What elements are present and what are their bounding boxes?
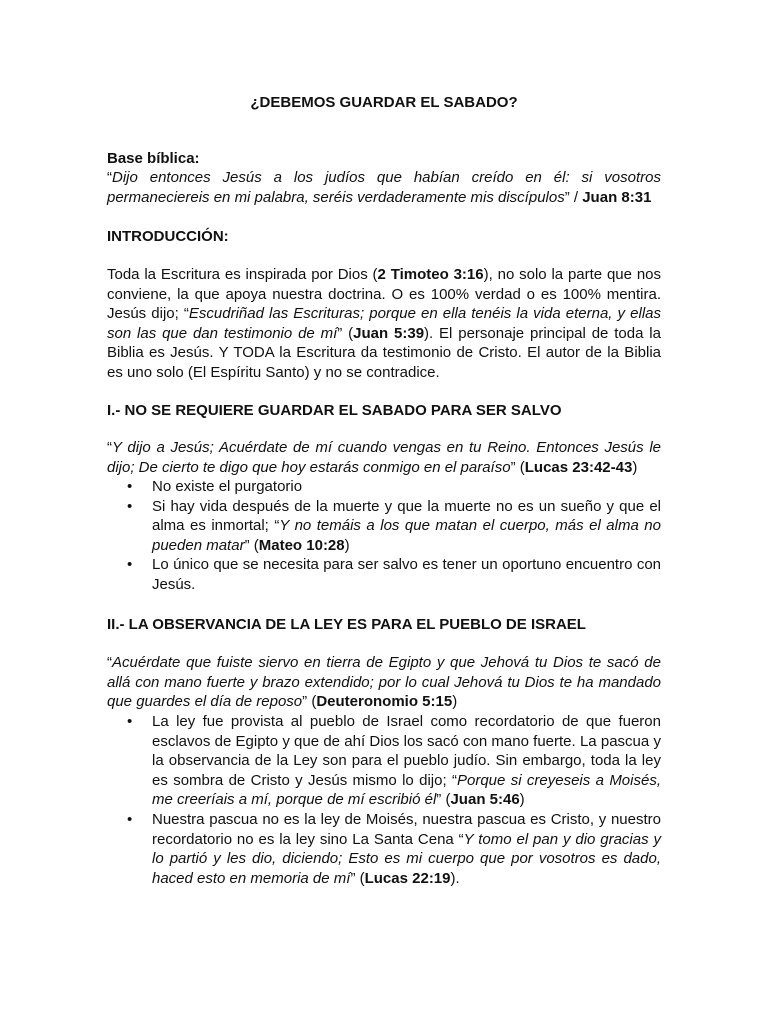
list-item [107, 497, 661, 556]
bullet-text: ” ( [350, 869, 365, 887]
base-reference: Juan 8:31 [582, 188, 652, 206]
list-item [107, 712, 661, 810]
bullet-text: ). [450, 869, 460, 887]
section2-quote: Acuérdate que fuiste siervo en tierra de Egipto y que Jehová tu Dios te sacó de allá con mano fuerte y brazo extendido; por lo cual Jehová tu Dios te ha mandado que guardes el día de reposo [107, 654, 661, 711]
section2-quote-paragraph [107, 653, 661, 712]
bullet-icon: • [127, 478, 133, 495]
bullet-text: Nuestra pascua no es la ley de Moisés, nuestra pascua es Cristo, y nuestro recordatorio no es la ley sino La Santa Cena “ [152, 810, 661, 848]
list-item [107, 555, 661, 594]
document-title: ¿DEBEMOS GUARDAR EL SABADO? [250, 94, 518, 111]
section2-heading: II.- LA OBSERVANCIA DE LA LEY ES PARA EL PUEBLO DE ISRAEL [107, 616, 586, 633]
bullet-text: ” ( [244, 536, 259, 554]
quote-close: ” ( [510, 458, 525, 476]
paren-close: ) [452, 693, 458, 711]
bullet-icon: • [127, 556, 133, 574]
bullet-reference: Mateo 10:28 [258, 536, 345, 554]
section1-bullet-list [107, 477, 661, 595]
section2-reference: Deuteronomio 5:15 [316, 693, 453, 711]
quote-close: ” / [564, 188, 583, 206]
section1-quote-paragraph [107, 438, 661, 477]
intro-reference-2: Juan 5:39 [353, 324, 425, 342]
bullet-text: ” ( [436, 791, 451, 809]
bullet-text: La ley fue provista al pueblo de Israel como recordatorio de que fueron esclavos de Egipto y que de ahí Dios los sacó con mano fuerte. La pascua y la observancia de la Ley son para el pueblo judío. Sin embargo, toda la ley es sombra de Cristo y Jesús mismo lo dijo; “ [152, 713, 661, 789]
bullet-quote: Porque si creyeseis a Moisés, me creeríais a mí, porque de mí escribió él [152, 771, 661, 809]
bullet-text: No existe el purgatorio [152, 478, 303, 495]
bullet-quote: Y no temáis a los que matan el cuerpo, más el alma no pueden matar [152, 517, 661, 554]
list-item [107, 810, 661, 888]
intro-quote: Escudriñad las Escrituras; porque en ella tenéis la vida eterna, y ellas son las que dan testimonio de mí [107, 305, 661, 342]
bullet-reference: Lucas 22:19 [364, 869, 451, 887]
quote-mark: “ [107, 439, 112, 456]
bullet-icon: • [127, 810, 133, 828]
paren-close: ) [632, 458, 638, 476]
base-quote-paragraph [107, 168, 661, 207]
section1-heading: I.- NO SE REQUIERE GUARDAR EL SABADO PARA SER SALVO [107, 402, 562, 419]
bullet-quote: Y tomo el pan y dio gracias y lo partió y les dio, diciendo; Esto es mi cuerpo que por vosotros es dado, haced esto en memoria de mí [152, 830, 661, 887]
quote-mark: “ [107, 654, 112, 671]
bullet-icon: • [127, 713, 133, 730]
bullet-icon: • [127, 497, 133, 515]
bullet-reference: Juan 5:46 [450, 791, 520, 809]
intro-text-2: ), no solo la parte que nos conviene, la que apoya nuestra doctrina. O es 100% verdad o es 100% mentira. Jesús dijo; “ [107, 266, 662, 323]
intro-heading: INTRODUCCIÓN: [107, 228, 229, 245]
list-item [107, 477, 661, 497]
intro-text-4: ). El personaje principal de toda la Biblia es Jesús. Y TODA la Escritura da testimonio de Cristo. El autor de la Biblia es uno solo (El Espíritu Santo) y no se contradice. [107, 324, 661, 381]
bullet-text: ) [344, 536, 350, 554]
bullet-text: Lo único que se necesita para ser salvo es tener un oportuno encuentro con Jesús. [152, 556, 661, 593]
section1-reference: Lucas 23:42-43 [524, 458, 633, 476]
intro-text-1: Toda la Escritura es inspirada por Dios ( [107, 266, 378, 283]
section2-bullet-list [107, 712, 661, 888]
intro-text-3: ” ( [337, 324, 354, 342]
intro-reference-1: 2 Timoteo 3:16 [377, 266, 484, 283]
section1-quote: Y dijo a Jesús; Acuérdate de mí cuando vengas en tu Reino. Entonces Jesús le dijo; De cierto te digo que hoy estarás conmigo en el paraíso [107, 439, 661, 476]
quote-close: ” ( [302, 693, 317, 711]
bullet-text: ) [519, 791, 525, 809]
quote-mark: “ [107, 169, 112, 186]
bullet-text: Si hay vida después de la muerte y que la muerte no es un sueño y que el alma es inmortal; “ [152, 497, 661, 535]
base-quote: Dijo entonces Jesús a los judíos que habían creído en él: si vosotros permaneciereis en mi palabra, seréis verdaderamente mis discípulos [107, 169, 661, 206]
base-heading: Base bíblica: [107, 150, 200, 167]
intro-paragraph [107, 265, 661, 383]
